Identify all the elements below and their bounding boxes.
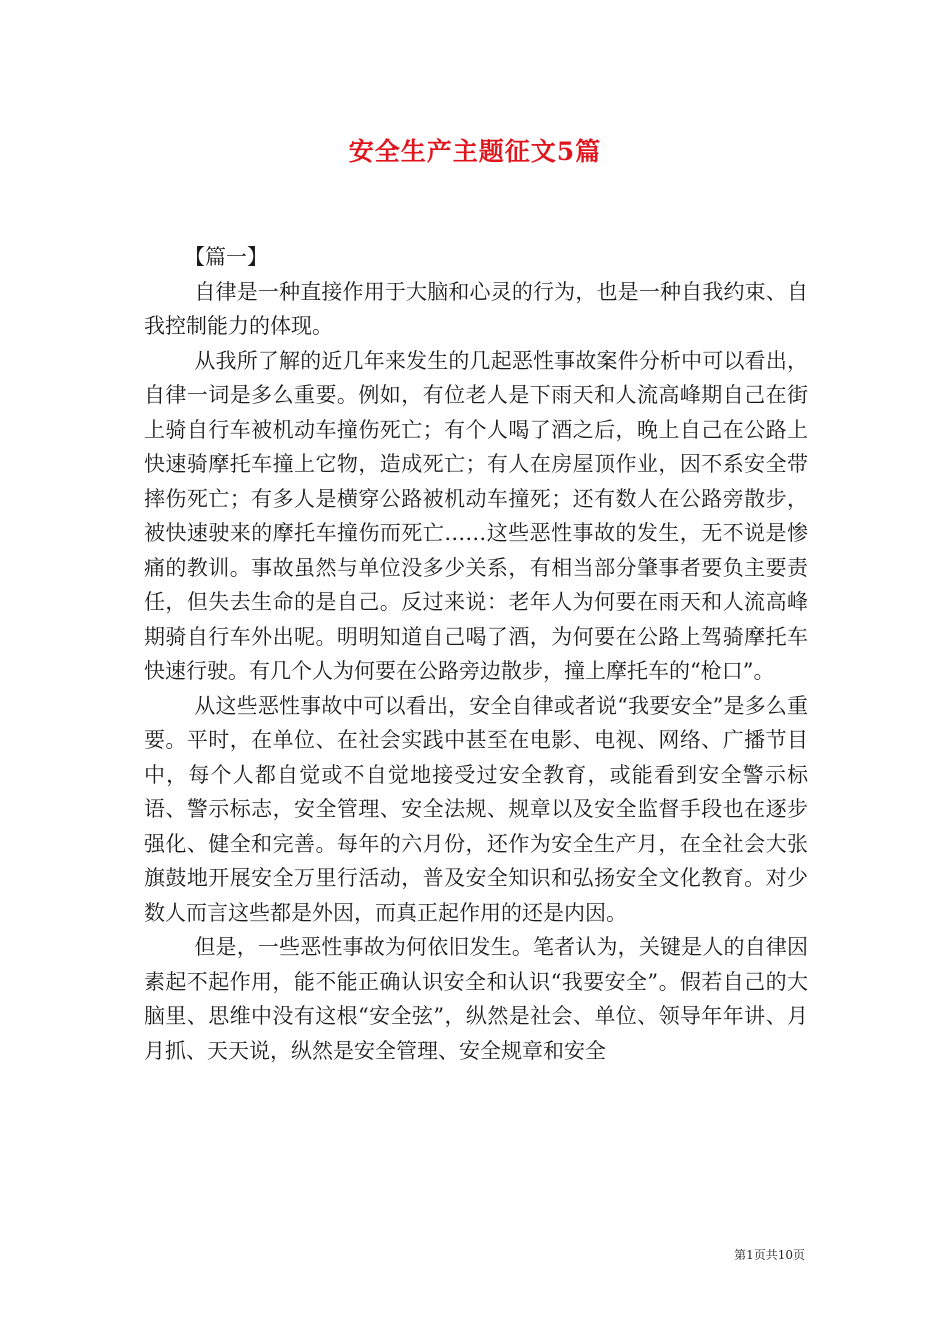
paragraph-1: 自律是一种直接作用于大脑和心灵的行为，也是一种自我约束、自我控制能力的体现。 [144, 279, 808, 338]
page-number: 第1页共10页 [734, 1248, 805, 1262]
document-title: 安全生产主题征文5篇 [348, 137, 602, 166]
document-body [144, 240, 808, 1068]
paragraph-3: 从这些恶性事故中可以看出，安全自律或者说“我要安全”是多么重要。平时，在单位、在社会实践中甚至在电影、电视、网络、广播节目中，每个人都自觉或不自觉地接受过安全教育，或能看到安全警示标语、警示标志，安全管理、安全法规、规章以及安全监督手段也在逐步强化、健全和完善。每年的六月份，还作为安全生产月，在全社会大张旗鼓地开展安全万里行活动，普及安全知识和弘扬安全文化教育。对少数人而言这些都是外因，而真正起作用的还是内因。 [144, 693, 808, 925]
paragraph-2: 从我所了解的近几年来发生的几起恶性事故案件分析中可以看出，自律一词是多么重要。例如，有位老人是下雨天和人流高峰期自己在街上骑自行车被机动车撞伤死亡；有个人喝了酒之后，晚上自己在公路上快速骑摩托车撞上它物，造成死亡；有人在房屋顶作业，因不系安全带摔伤死亡；有多人是横穿公路被机动车撞死；还有数人在公路旁散步，被快速驶来的摩托车撞伤而死亡……这些恶性事故的发生，无不说是惨痛的教训。事故虽然与单位没多少关系，有相当部分肇事者要负主要责任，但失去生命的是自己。反过来说：老年人为何要在雨天和人流高峰期骑自行车外出呢。明明知道自己喝了酒，为何要在公路上驾骑摩托车快速行驶。有几个人为何要在公路旁边散步，撞上摩托车的“枪口”。 [144, 348, 808, 683]
section-label: 【篇一】 [184, 245, 268, 269]
paragraph-4: 但是，一些恶性事故为何依旧发生。笔者认为，关键是人的自律因素起不起作用，能不能正确认识安全和认识“我要安全”。假若自己的大脑里、思维中没有这根“安全弦”，纵然是社会、单位、领导年年讲、月月抓、天天说，纵然是安全管理、安全规章和安全 [144, 935, 808, 1063]
